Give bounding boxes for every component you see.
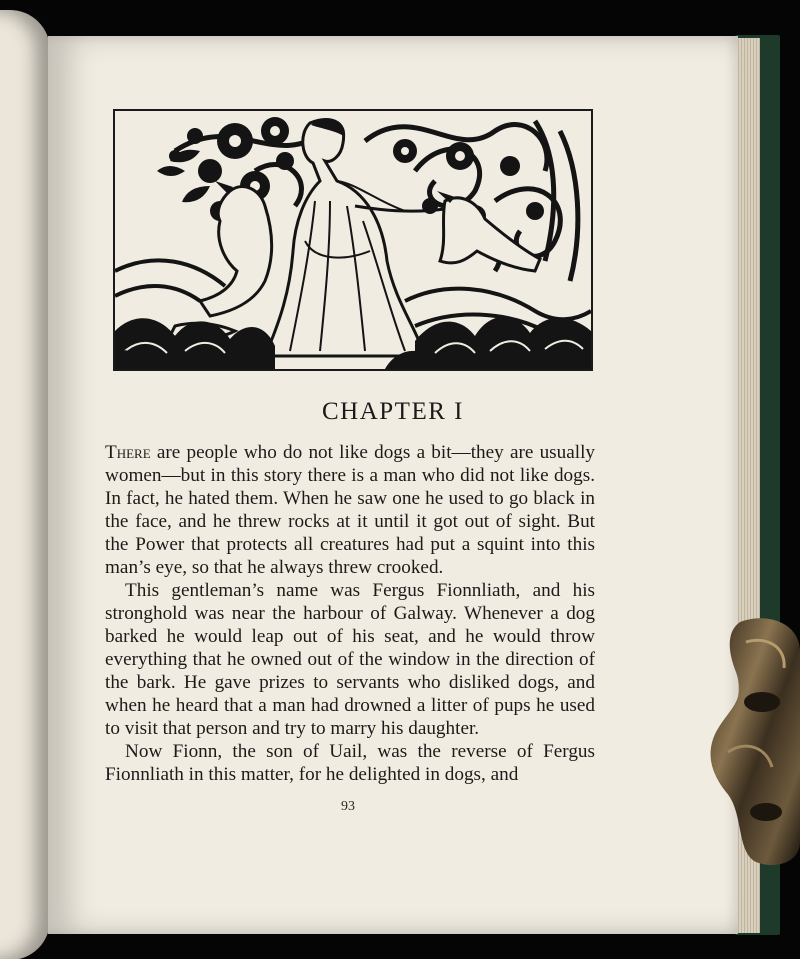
chapter-title: CHAPTER I — [322, 398, 464, 425]
body-text — [105, 441, 595, 786]
paragraph: This gentleman’s name was Fergus Fionnliath, and his stronghold was near the harbour of Galway. Whenever a dog barked he would leap out of his seat, and he would throw everything that he owned out of the window in the direction of the bark. He gave prizes to servants who disliked dogs, and when he heard that a man had drowned a litter of pups he used to visit that person and try to marry his daughter. — [105, 580, 595, 739]
chapter-illustration — [113, 109, 593, 371]
metal-clasp — [706, 612, 800, 870]
left-page-curl — [0, 10, 50, 959]
paragraph-body: are people who do not like dogs a bit—they are usually women—but in this story there is a man who did not like dogs. In fact, he hated them. When he saw one he used to go black in the face, and he threw rocks at it until it got out of sight. But the Power that protects all creatures had put a squint into this man’s eye, so that he always threw crooked. — [105, 442, 595, 578]
page-number: 93 — [341, 799, 355, 814]
woodcut-woman-with-hounds — [115, 111, 591, 369]
paragraph-lead-word: There — [105, 442, 151, 463]
paragraph — [105, 441, 595, 579]
paragraph: Now Fionn, the son of Uail, was the reverse of Fergus Fionnliath in this matter, for he delighted in dogs, and — [105, 741, 595, 785]
